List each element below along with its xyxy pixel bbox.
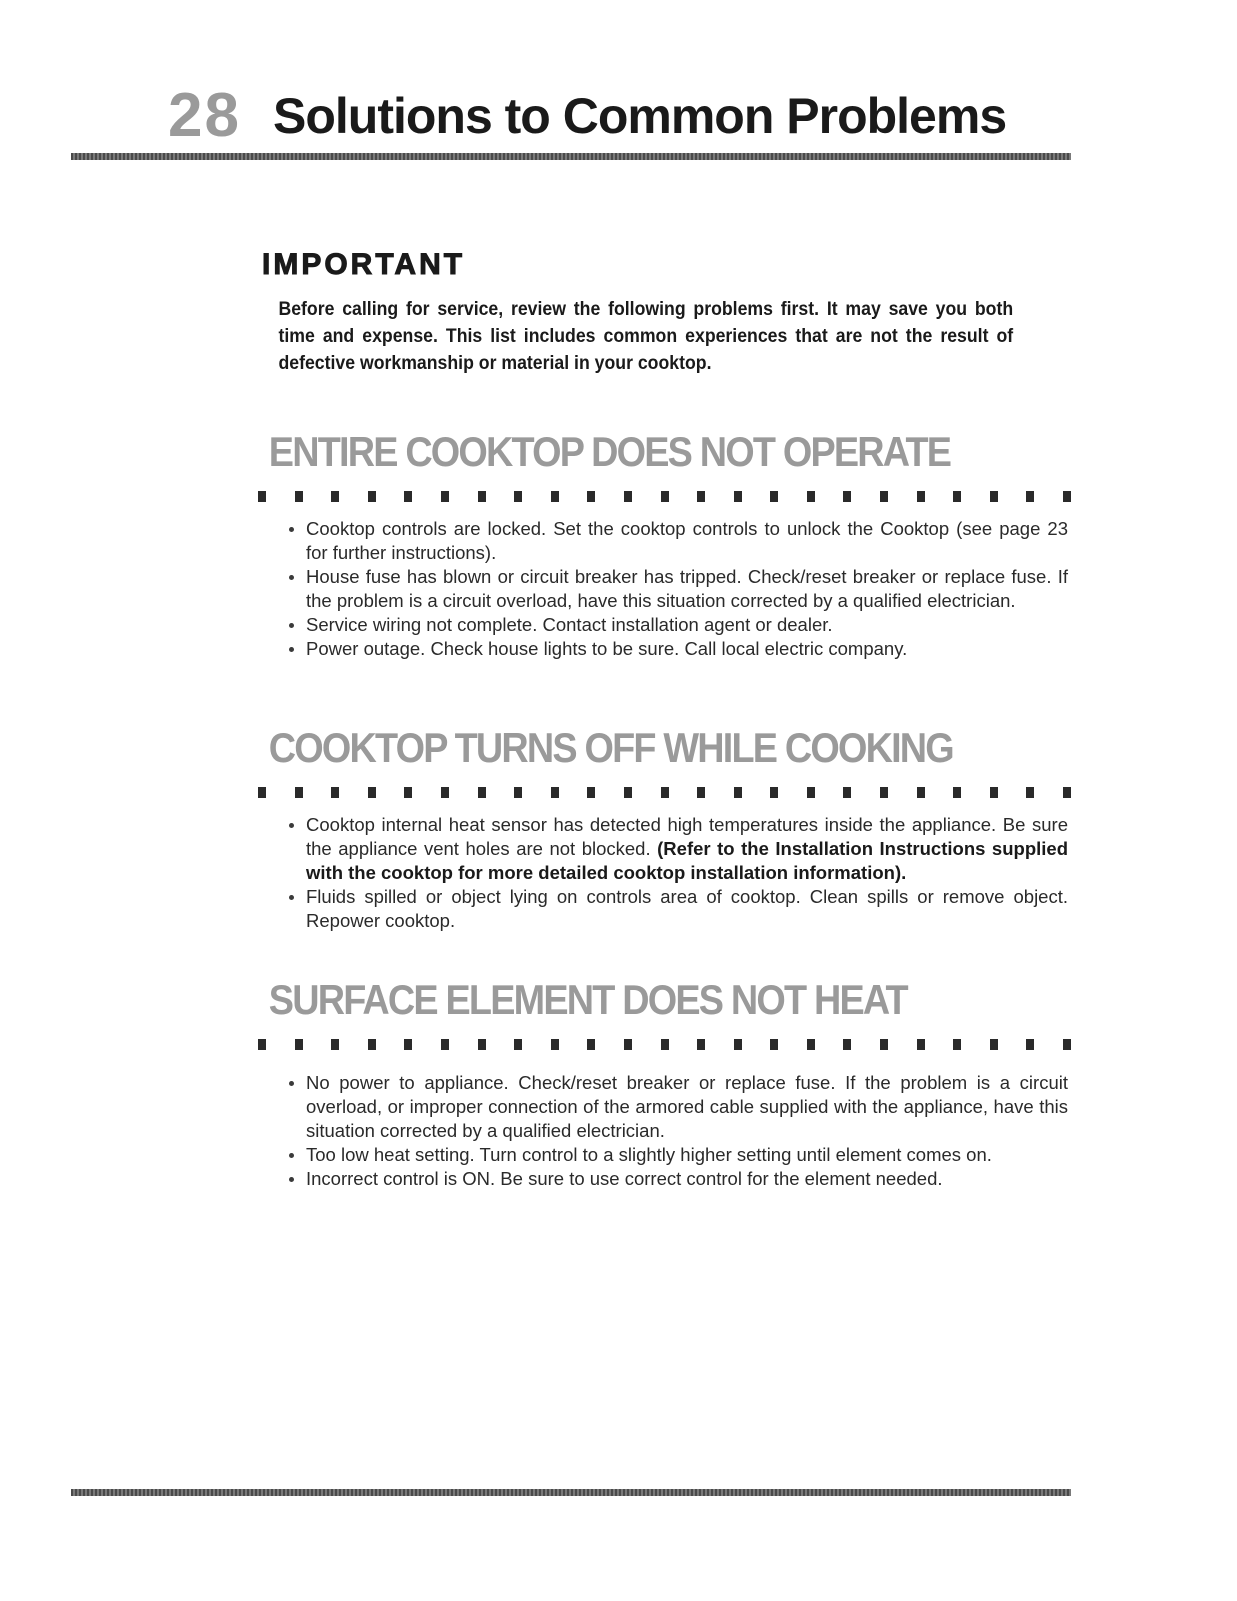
divider-dot: [1063, 787, 1071, 798]
divider-dot: [770, 491, 778, 502]
divider-dot: [514, 787, 522, 798]
divider-dot: [441, 787, 449, 798]
divider-dot: [514, 491, 522, 502]
divider-dot: [404, 787, 412, 798]
list-item: [258, 1167, 1068, 1191]
bullet-icon: [289, 1153, 294, 1158]
bullet-icon: [289, 575, 294, 580]
divider-dot: [880, 1039, 888, 1050]
divider-dot: [880, 491, 888, 502]
item-text: Fluids spilled or object lying on controls area of cooktop. Clean spills or remove object. Repower cooktop.: [306, 886, 1068, 931]
divider-dot: [843, 491, 851, 502]
list-item: [258, 885, 1068, 933]
list-item: [258, 1143, 1068, 1167]
section-title: COOKTOP TURNS OFF WHILE COOKING: [268, 724, 953, 771]
item-text: No power to appliance. Check/reset breaker or replace fuse. If the problem is a circuit overload, or improper connection of the armored cable supplied with the appliance, have this situation corrected by a qualified electrician.: [306, 1072, 1068, 1141]
page-title: Solutions to Common Problems: [273, 88, 1007, 144]
divider-dot: [1026, 491, 1034, 502]
divider-dot: [697, 491, 705, 502]
divider-dot: [624, 491, 632, 502]
divider-dot: [441, 491, 449, 502]
bullet-icon: [289, 623, 294, 628]
installation-note: (Refer to the Installation Instructions supplied with the cooktop for more detailed cooktop installation information).: [306, 838, 1068, 883]
divider-dot: [404, 491, 412, 502]
divider-dot: [478, 491, 486, 502]
divider-dot: [331, 491, 339, 502]
divider-dot: [258, 1039, 266, 1050]
bullet-icon: [289, 1177, 294, 1182]
divider-dot: [295, 787, 303, 798]
divider-dot: [258, 787, 266, 798]
problem-list: [258, 1071, 1078, 1191]
divider-dot: [551, 1039, 559, 1050]
divider-dot: [661, 1039, 669, 1050]
divider-dot: [587, 1039, 595, 1050]
divider-dot: [734, 787, 742, 798]
section-title: ENTIRE COOKTOP DOES NOT OPERATE: [268, 428, 951, 475]
section-entire-cooktop: [258, 427, 1078, 661]
item-text: Power outage. Check house lights to be sure. Call local electric company.: [306, 638, 908, 659]
divider-dot: [478, 1039, 486, 1050]
important-notice: [258, 248, 1078, 377]
divider-dot: [697, 787, 705, 798]
item-text: House fuse has blown or circuit breaker has tripped. Check/reset breaker or replace fuse. If the problem is a circuit overload, have this situation corrected by a qualified electrician.: [306, 566, 1068, 611]
bullet-icon: [289, 1081, 294, 1086]
divider-dot: [880, 787, 888, 798]
bullet-icon: [289, 895, 294, 900]
divider-dot: [990, 1039, 998, 1050]
divider-dot: [441, 1039, 449, 1050]
bullet-icon: [289, 647, 294, 652]
header-divider: [71, 153, 1071, 160]
divider-dot: [1026, 1039, 1034, 1050]
divider-dot: [953, 1039, 961, 1050]
section-element-no-heat: [258, 975, 1078, 1191]
page-header: [0, 0, 1237, 175]
divider-dot: [514, 1039, 522, 1050]
page-number: 28: [168, 81, 241, 150]
divider-dot: [1063, 491, 1071, 502]
divider-dot: [295, 1039, 303, 1050]
divider-dot: [1026, 787, 1034, 798]
divider-dot: [331, 787, 339, 798]
divider-dot: [624, 1039, 632, 1050]
divider-dot: [331, 1039, 339, 1050]
bullet-icon: [289, 527, 294, 532]
divider-dot: [624, 787, 632, 798]
divider-dot: [734, 1039, 742, 1050]
divider-dot: [990, 491, 998, 502]
list-item: [258, 1071, 1068, 1143]
divider-dot: [843, 787, 851, 798]
divider-dot: [551, 491, 559, 502]
footer-divider: [71, 1489, 1071, 1496]
problem-list: [258, 517, 1078, 661]
divider-dot: [258, 491, 266, 502]
divider-dot: [807, 787, 815, 798]
divider-dot: [734, 491, 742, 502]
divider-dot: [661, 787, 669, 798]
divider-dot: [917, 1039, 925, 1050]
divider-dot: [770, 1039, 778, 1050]
divider-dot: [368, 787, 376, 798]
divider-dot: [917, 787, 925, 798]
dotted-divider: [258, 1039, 1071, 1051]
divider-dot: [478, 787, 486, 798]
divider-dot: [770, 787, 778, 798]
list-item: [258, 517, 1068, 565]
divider-dot: [587, 787, 595, 798]
important-heading: IMPORTANT: [262, 248, 466, 281]
divider-dot: [295, 491, 303, 502]
problem-list: [258, 813, 1078, 933]
divider-dot: [587, 491, 595, 502]
list-item: [258, 813, 1068, 885]
section-turns-off: [258, 723, 1078, 933]
divider-dot: [843, 1039, 851, 1050]
divider-dot: [990, 787, 998, 798]
item-text: Cooktop internal heat sensor has detected high temperatures inside the appliance. Be sure the appliance vent holes are not blocked.: [306, 814, 1068, 859]
list-item: [258, 637, 1068, 661]
item-text: Cooktop controls are locked. Set the cooktop controls to unlock the Cooktop (see page 23 for further instructions).: [306, 518, 1068, 563]
divider-dot: [697, 1039, 705, 1050]
divider-dot: [953, 491, 961, 502]
item-text: Service wiring not complete. Contact installation agent or dealer.: [306, 614, 833, 635]
item-text: Incorrect control is ON. Be sure to use correct control for the element needed.: [306, 1168, 943, 1189]
bullet-icon: [289, 823, 294, 828]
divider-dot: [807, 491, 815, 502]
divider-dot: [807, 1039, 815, 1050]
divider-dot: [1063, 1039, 1071, 1050]
divider-dot: [953, 787, 961, 798]
dotted-divider: [258, 787, 1071, 799]
divider-dot: [917, 491, 925, 502]
divider-dot: [661, 491, 669, 502]
divider-dot: [404, 1039, 412, 1050]
item-text: Too low heat setting. Turn control to a slightly higher setting until element comes on.: [306, 1144, 992, 1165]
divider-dot: [368, 1039, 376, 1050]
divider-dot: [368, 491, 376, 502]
important-text: Before calling for service, review the following problems first. It may save you both time and expense. This list includes common experiences that are not the result of defective workmanship or material in your cooktop.: [278, 299, 1014, 374]
section-title: SURFACE ELEMENT DOES NOT HEAT: [268, 976, 907, 1023]
dotted-divider: [258, 491, 1071, 503]
divider-dot: [551, 787, 559, 798]
list-item: [258, 613, 1068, 637]
list-item: [258, 565, 1068, 613]
